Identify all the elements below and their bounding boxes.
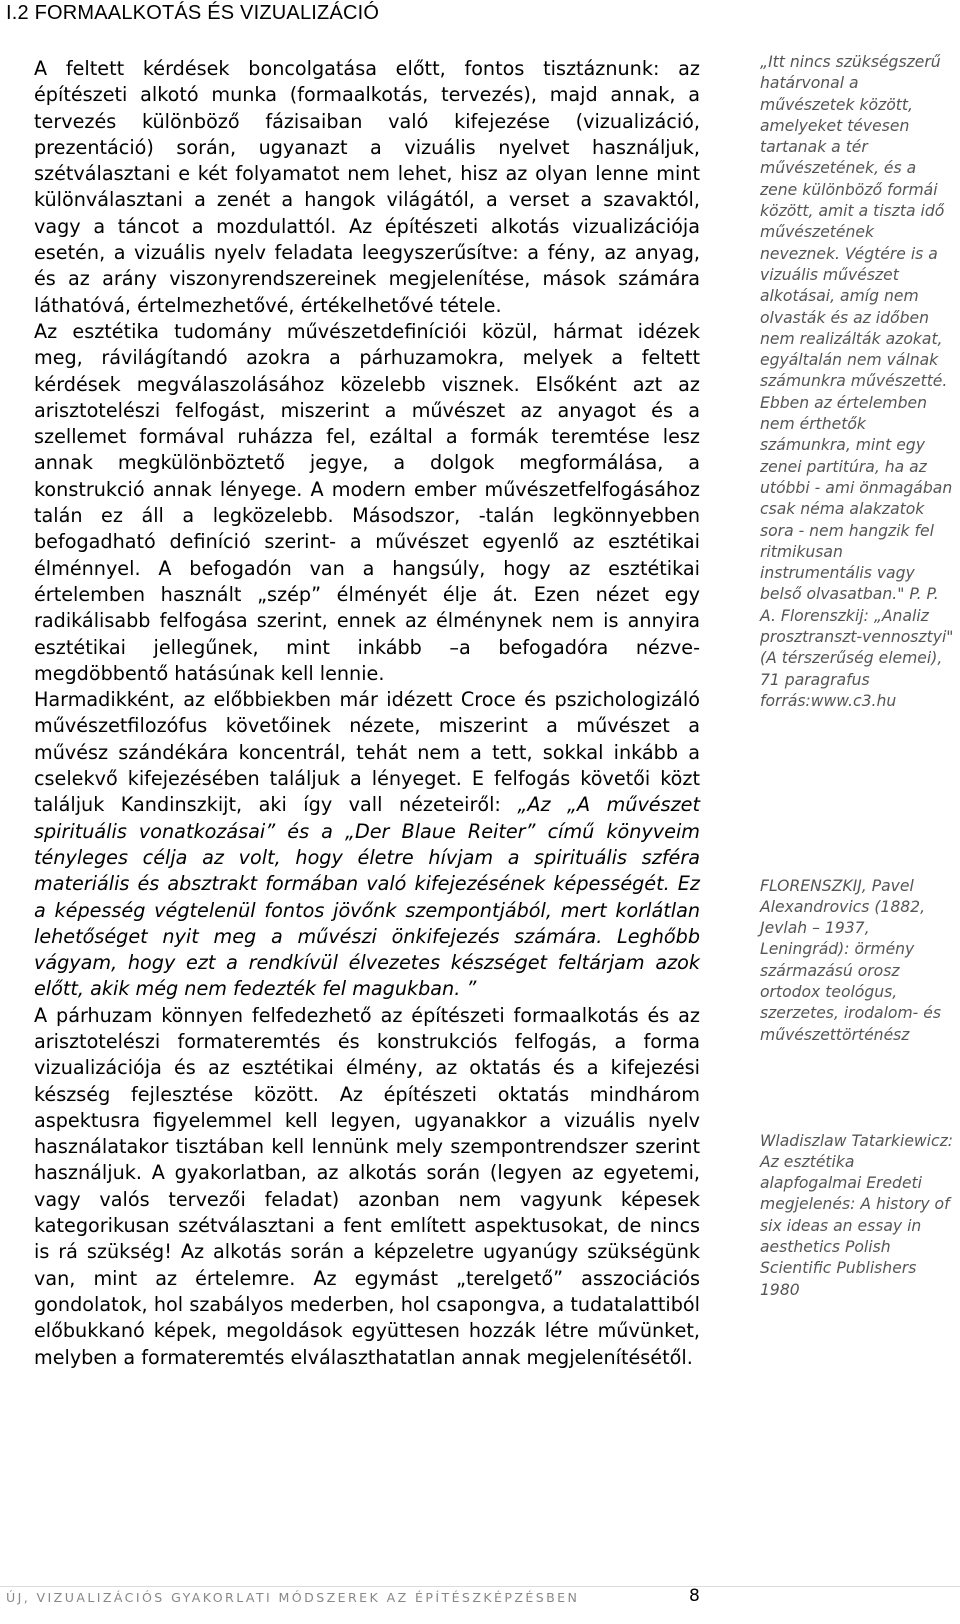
sidebar-note-tatarkiewicz [760, 1115, 956, 1317]
page-number: 8 [689, 1586, 700, 1606]
paragraph-3 [34, 687, 700, 1003]
kandinsky-quote: „Az „A művészet spirituális vonatkozásai” és a „Der Blaue Reiter” című könyveim tényleges célja az volt, hogy életre hívjam a spirituális szféra materiális és absztrakt formában való kifejezésének képességét. Ez a képesség végtelenül fontos jövőnk szempontjából, mert korlátlan lehetőséget nyit meg a művészi önkifejezés számára. Leghőbb vágyam, hogy ezt a rendkívül élvezetes készséget feltárjam azok előtt, akik még nem fedezték fel magukban. ” [34, 793, 701, 1001]
sidebar-note-florensky-bio [760, 860, 956, 1062]
paragraph-2: Az esztétika tudomány művészetdefiníciói közül, hármat idézek meg, rávilágítandó azokra a párhuzamokra, melyek a feltett kérdések megválaszolásához közelebb visznek. Elsőként azt az arisztotelészi felfogást, miszerint a művészet az anyagot és a szellemet formával ruházza fel, ezáltal a formák teremtése lesz annak megkülönböztető jegye, a dolgok megformálása, a konstrukció annak lényege. A modern ember művészetfelfogásához talán ez áll a legközelebb. Másodszor, -talán legkönnyebben befogadható definíció szerint- a művészet egyenlő az esztétikai élménnyel. A befogadón van a hangsúly, hogy az esztétikai értelemben használt „szép” élményét élje át. Ezen nézet egy radikálisabb felfogása szerint, ennek az élménynek nem is annyira esztétikai jellegűnek, mint inkább –a befogadóra nézve-megdöbbentő hatásúnak kell lennie. [34, 319, 700, 685]
footer-divider [0, 1586, 960, 1587]
sidebar-note-1-text: „Itt nincs szükségszerű határvonal a művészetek között, amelyeket tévesen tartanak a tér művészetének, és a zene különböző formái között, amit a tiszta idő művészetének neveznek. Végtére is a vizuális művészet alkotásai, amíg nem olvasták és az időben nem realizálták azokat, egyáltalán nem válnak számunkra művészetté. Ebben az értelemben nem érthetők számunkra, mint egy zenei partitúra, ha az utóbbi - ami önmagában csak néma alakzatok sora - nem hangzik fel ritmikusan instrumentális vagy belső olvasatban." P. P. A. Florenszkij: „Analiz prosztranszt-vennosztyi" (A térszerűség elemei), 71 paragrafus forrás:www.c3.hu [760, 53, 954, 710]
sidebar-note-3-text: Wladiszlaw Tatarkiewicz: Az esztétika alapfogalmai Eredeti megjelenés: A history of six ideas an essay in aesthetics Polish Scientific Publishers 1980 [760, 1131, 954, 1299]
sidebar-note-2-text: FLORENSZKIJ, Pavel Alexandrovics (1882, Jevlah – 1937, Leningrád): örmény származású orosz ortodox teológus, szerzetes, irodalom- és művészettörténész [760, 876, 941, 1044]
paragraph-3-text: Harmadikként, az előbbiekben már idézett Croce és pszichologizáló művészetfilozófus követőinek nézete, miszerint a művészet a művész szándékára koncentrál, tehát nem a tett, sokkal inkább a cselekvő kifejezésében találjuk a lényeget. E felfogás követői közt találjuk Kandinszkijt, aki így vall nézeteiről: [34, 688, 700, 817]
page-title: I.2 FORMAALKOTÁS ÉS VIZUALIZÁCIÓ [6, 2, 380, 24]
footer-running-title: ÚJ, VIZUALIZÁCIÓS GYAKORLATI MÓDSZEREK AZ ÉPÍTÉSZKÉPZÉSBEN [6, 1590, 580, 1605]
paragraph-4: A párhuzam könnyen felfedezhető az építészeti formaalkotás és az arisztotelészi formateremtés és konstrukciós felfogás, a forma vizualizációja és az esztétikai élmény, az oktatás és a kifejezési készség fejlesztése között. Az építészeti oktatás mindhárom aspektusra figyelemmel kell legyen, ugyanakkor a vizuális nyelv használatakor tisztában kell lennünk mely szempontrendszer szerint használjuk. A gyakorlatban, az alkotás során (legyen az egyetemi, vagy valós tervezői feladat) azonban nem vagyunk képesek kategorikusan szétválasztani a fent említett aspektusokat, de nincs is rá szükség! Az alkotás során a képzeletre ugyanúgy szükségünk van, mint az értelemre. Az egymást „terelgető” asszociációs gondolatok, hol szabályos mederben, hol csapongva, a tudatalattiból előbukkanó képek, megoldások együttesen hozzák létre művünket, melyben a formateremtés elválaszthatatlan annak megjelenítésétől. [34, 1003, 700, 1369]
paragraph-1: A feltett kérdések boncolgatása előtt, fontos tisztáznunk: az építészeti alkotó munka (formaalkotás, tervezés), majd annak, a tervezés különböző fázisaiban való kifejezése (vizualizáció, prezentáció) során, ugyanazt a vizuális nyelvet használjuk, szétválasztani e két folyamatot nem lehet, hisz az olyan lenne mint különválasztani a zenét a hangok világától, a verset a szavaktól, vagy a táncot a mozdulattól. Az építészeti alkotás vizualizációja esetén, a vizuális nyelv feladata leegyszerűsítve: a fény, az anyag, és az arány viszonyrendszereinek megjelenítése, mások számára láthatóvá, értelmezhetővé, értékelhetővé tétele. [34, 57, 700, 317]
main-text-column [34, 56, 700, 1371]
sidebar-note-florensky-quote [760, 52, 958, 712]
